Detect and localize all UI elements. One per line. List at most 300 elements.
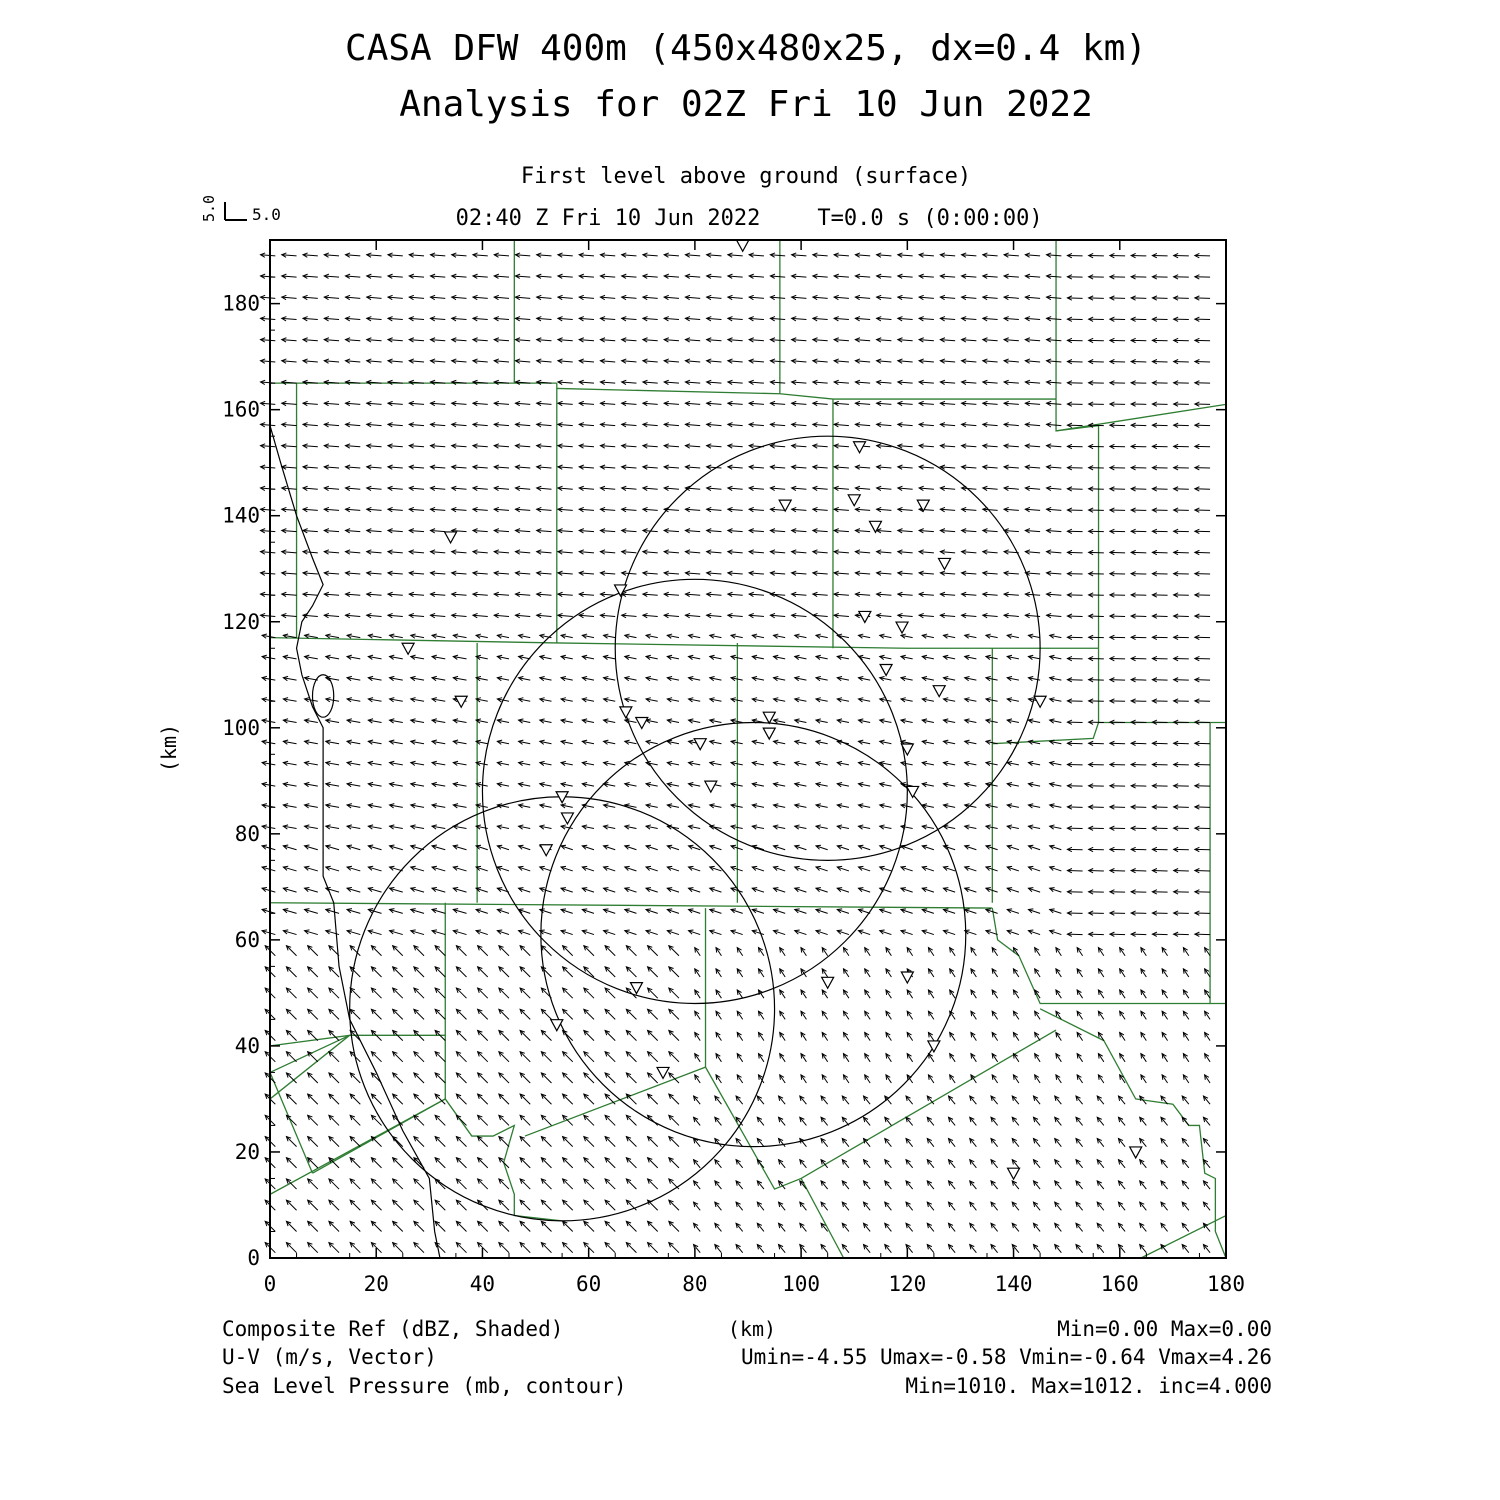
wind-vector bbox=[456, 1179, 466, 1189]
wind-vector bbox=[563, 1243, 573, 1253]
x-tick-label: 60 bbox=[576, 1272, 602, 1296]
wind-vector bbox=[414, 1200, 424, 1210]
x-tick-label: 0 bbox=[263, 1272, 277, 1296]
wind-vector bbox=[350, 1115, 360, 1125]
wind-vector bbox=[435, 946, 445, 956]
wind-vector bbox=[308, 1243, 318, 1253]
wind-vector bbox=[371, 988, 381, 998]
wind-vector bbox=[350, 1094, 360, 1104]
wind-vector bbox=[605, 1073, 615, 1083]
wind-vector bbox=[648, 1094, 658, 1104]
wind-vector bbox=[520, 1052, 530, 1062]
county-line bbox=[270, 638, 1099, 649]
wind-vector bbox=[626, 946, 636, 956]
county-line bbox=[1040, 1009, 1226, 1258]
wind-vector bbox=[541, 1200, 551, 1210]
wind-vector bbox=[478, 1158, 488, 1168]
station-marker bbox=[1034, 696, 1046, 707]
wind-vector bbox=[563, 1052, 573, 1062]
wind-vector bbox=[478, 967, 488, 977]
chart-title-line2: Analysis for 02Z Fri 10 Jun 2022 bbox=[399, 84, 1093, 125]
wind-vector bbox=[584, 1179, 594, 1189]
wind-vector bbox=[435, 1115, 445, 1125]
wind-vector bbox=[520, 1073, 530, 1083]
wind-vector bbox=[626, 1243, 636, 1253]
wind-vector bbox=[329, 1137, 339, 1147]
wind-vector bbox=[308, 1094, 318, 1104]
wind-vector bbox=[626, 1115, 636, 1125]
county-line bbox=[270, 903, 992, 908]
wind-vector bbox=[478, 1221, 488, 1231]
station-marker bbox=[402, 643, 414, 654]
station-marker bbox=[928, 1041, 940, 1052]
wind-vector bbox=[435, 988, 445, 998]
y-axis-label: (km) bbox=[157, 723, 181, 773]
wind-vector bbox=[456, 1052, 466, 1062]
wind-vector bbox=[541, 1030, 551, 1040]
wind-vector bbox=[584, 1221, 594, 1231]
vector-key-v-label: 5.0 bbox=[200, 194, 218, 222]
station-marker bbox=[1008, 1168, 1020, 1179]
wind-vector bbox=[669, 1200, 679, 1210]
wind-vector bbox=[626, 1073, 636, 1083]
county-line bbox=[1056, 399, 1098, 648]
wind-vector bbox=[541, 1073, 551, 1083]
station-marker bbox=[939, 558, 951, 569]
y-tick-label: 180 bbox=[222, 291, 260, 316]
wind-vector bbox=[350, 988, 360, 998]
wind-vector bbox=[626, 1179, 636, 1189]
wind-vector bbox=[456, 1030, 466, 1040]
station-marker bbox=[540, 845, 552, 856]
wind-vector bbox=[329, 1009, 339, 1019]
wind-vector bbox=[563, 1073, 573, 1083]
wind-vector bbox=[584, 946, 594, 956]
wind-vector bbox=[350, 1137, 360, 1147]
station-marker bbox=[901, 972, 913, 983]
wind-vector bbox=[478, 1137, 488, 1147]
wind-vector bbox=[605, 1200, 615, 1210]
wind-vector bbox=[371, 1009, 381, 1019]
wind-vector bbox=[393, 988, 403, 998]
wind-vector bbox=[435, 1200, 445, 1210]
wind-vector bbox=[563, 988, 573, 998]
wind-vector bbox=[499, 1030, 509, 1040]
pressure-contour-closed bbox=[312, 675, 333, 717]
wind-vector bbox=[648, 1179, 658, 1189]
wind-vector bbox=[286, 1137, 296, 1147]
wind-vector bbox=[648, 1052, 658, 1062]
wind-vector bbox=[520, 1030, 530, 1040]
wind-vector bbox=[541, 1094, 551, 1104]
x-tick-label: 120 bbox=[888, 1272, 927, 1296]
wind-vector bbox=[648, 1158, 658, 1168]
wind-vector bbox=[605, 1158, 615, 1168]
wind-vector bbox=[393, 967, 403, 977]
station-marker bbox=[854, 442, 866, 453]
wind-vector bbox=[435, 1137, 445, 1147]
station-marker bbox=[907, 786, 919, 797]
wind-vector bbox=[584, 1137, 594, 1147]
wind-vector bbox=[499, 1158, 509, 1168]
wind-vector bbox=[499, 1221, 509, 1231]
wind-vector bbox=[456, 1137, 466, 1147]
wind-vector bbox=[648, 1030, 658, 1040]
wind-vector bbox=[499, 1115, 509, 1125]
x-tick-label: 20 bbox=[363, 1272, 389, 1296]
county-boundaries bbox=[270, 240, 1226, 1258]
y-tick-label: 20 bbox=[234, 1139, 260, 1164]
wind-vector bbox=[520, 1221, 530, 1231]
wind-vector bbox=[308, 1137, 318, 1147]
wind-vector bbox=[308, 1009, 318, 1019]
wind-vector bbox=[669, 988, 679, 998]
wind-vector bbox=[456, 1221, 466, 1231]
station-marker bbox=[445, 532, 457, 543]
wind-vector bbox=[393, 1158, 403, 1168]
x-tick-label: 180 bbox=[1207, 1272, 1245, 1296]
wind-vector bbox=[478, 1094, 488, 1104]
wind-vector bbox=[456, 1073, 466, 1083]
wind-vector bbox=[648, 967, 658, 977]
wind-vector bbox=[456, 1200, 466, 1210]
wind-vector bbox=[584, 1158, 594, 1168]
county-line bbox=[525, 1067, 706, 1136]
wind-vector bbox=[605, 988, 615, 998]
station-marker bbox=[1130, 1147, 1142, 1158]
wind-vector bbox=[393, 1094, 403, 1104]
wind-vector bbox=[456, 1009, 466, 1019]
wind-vector bbox=[563, 1115, 573, 1125]
wind-vector bbox=[414, 1052, 424, 1062]
wind-vector bbox=[584, 1094, 594, 1104]
y-tick-label: 60 bbox=[234, 927, 260, 952]
wind-vector bbox=[605, 1137, 615, 1147]
wind-vector bbox=[626, 967, 636, 977]
wind-vector bbox=[520, 1137, 530, 1147]
station-marker bbox=[859, 611, 871, 622]
wind-vector bbox=[414, 967, 424, 977]
wind-vector bbox=[605, 1115, 615, 1125]
footer-line1-right: Min=0.00 Max=0.00 bbox=[1057, 1317, 1272, 1341]
wind-vector bbox=[520, 946, 530, 956]
wind-vector bbox=[520, 1115, 530, 1125]
station-marker bbox=[694, 739, 706, 750]
wind-vector bbox=[414, 946, 424, 956]
y-tick-label: 0 bbox=[247, 1246, 260, 1270]
y-tick-label: 80 bbox=[234, 821, 260, 846]
wind-vector bbox=[669, 1243, 679, 1253]
wind-vector bbox=[648, 1073, 658, 1083]
wind-vector bbox=[605, 1094, 615, 1104]
x-axis-tick-labels bbox=[264, 1272, 1245, 1296]
county-line bbox=[270, 1072, 312, 1258]
county-line bbox=[992, 908, 1210, 1003]
wind-vector bbox=[648, 988, 658, 998]
station-marker bbox=[636, 717, 648, 728]
wind-vector bbox=[478, 1179, 488, 1189]
wind-vector bbox=[605, 1221, 615, 1231]
footer-line3-right: Min=1010. Max=1012. inc=4.000 bbox=[905, 1374, 1272, 1398]
wind-vector bbox=[563, 1094, 573, 1104]
chart-title-line1: CASA DFW 400m (450x480x25, dx=0.4 km) bbox=[345, 28, 1147, 69]
wind-vector bbox=[541, 1158, 551, 1168]
footer-line3-left: Sea Level Pressure (mb, contour) bbox=[222, 1374, 627, 1398]
wind-vector bbox=[669, 1115, 679, 1125]
wind-vector bbox=[520, 1200, 530, 1210]
wind-vector bbox=[563, 967, 573, 977]
wind-vector bbox=[435, 1221, 445, 1231]
wind-vector bbox=[669, 1009, 679, 1019]
wind-vector bbox=[308, 1115, 318, 1125]
y-tick-label: 120 bbox=[222, 609, 260, 634]
wind-vector bbox=[584, 1073, 594, 1083]
wind-vector bbox=[308, 1221, 318, 1231]
station-marker bbox=[848, 495, 860, 506]
x-tick-label: 100 bbox=[782, 1272, 821, 1296]
wind-vector bbox=[371, 1200, 381, 1210]
station-marker bbox=[705, 781, 717, 792]
x-tick-label: 160 bbox=[1100, 1272, 1139, 1296]
station-marker bbox=[620, 707, 632, 718]
wind-vector bbox=[669, 1052, 679, 1062]
wind-vector bbox=[393, 946, 403, 956]
wind-vector bbox=[478, 988, 488, 998]
wind-vector bbox=[350, 1221, 360, 1231]
wind-vector bbox=[563, 1009, 573, 1019]
wind-vector bbox=[520, 1009, 530, 1019]
station-marker bbox=[822, 977, 834, 988]
wind-vector bbox=[626, 1009, 636, 1019]
footer-line2-left: U-V (m/s, Vector) bbox=[222, 1345, 437, 1369]
wind-vector bbox=[669, 1030, 679, 1040]
wind-vector bbox=[308, 988, 318, 998]
station-marker bbox=[896, 622, 908, 633]
wind-vector bbox=[414, 988, 424, 998]
station-marker bbox=[763, 728, 775, 739]
wind-vector bbox=[371, 1073, 381, 1083]
wind-vector bbox=[499, 967, 509, 977]
wind-vector bbox=[329, 1200, 339, 1210]
wind-vector bbox=[520, 1094, 530, 1104]
wind-vector bbox=[669, 946, 679, 956]
wind-vector bbox=[456, 1243, 466, 1253]
wind-vector bbox=[520, 1158, 530, 1168]
wind-vector bbox=[626, 1221, 636, 1231]
wind-vector bbox=[626, 1158, 636, 1168]
wind-vector bbox=[329, 1179, 339, 1189]
x-tick-label: 80 bbox=[682, 1272, 708, 1296]
wind-vector bbox=[329, 1115, 339, 1125]
wind-vector bbox=[371, 946, 381, 956]
wind-vector bbox=[371, 1094, 381, 1104]
wind-vector bbox=[648, 1137, 658, 1147]
wind-vector bbox=[456, 1115, 466, 1125]
wind-vector bbox=[308, 946, 318, 956]
wind-vector bbox=[478, 1115, 488, 1125]
wind-vector bbox=[329, 1030, 339, 1040]
wind-vector bbox=[435, 1243, 445, 1253]
station-marker bbox=[763, 712, 775, 723]
wind-vector bbox=[648, 1009, 658, 1019]
wind-vector bbox=[456, 967, 466, 977]
vector-key bbox=[200, 195, 281, 224]
wind-vector bbox=[541, 1137, 551, 1147]
wind-vector bbox=[499, 1137, 509, 1147]
wind-vector bbox=[499, 1052, 509, 1062]
wind-vector bbox=[393, 1009, 403, 1019]
wind-vector bbox=[414, 1179, 424, 1189]
wind-vector bbox=[563, 1200, 573, 1210]
level-label: First level above ground (surface) bbox=[520, 164, 972, 189]
wind-vector bbox=[350, 1009, 360, 1019]
wind-vector bbox=[308, 1030, 318, 1040]
wind-vector bbox=[563, 1137, 573, 1147]
wind-vector bbox=[626, 1137, 636, 1147]
wind-vector bbox=[605, 1243, 615, 1253]
wind-vector bbox=[669, 1221, 679, 1231]
wind-vector bbox=[393, 1221, 403, 1231]
wind-vector bbox=[456, 988, 466, 998]
wind-vector bbox=[648, 1243, 658, 1253]
wind-vector bbox=[541, 1009, 551, 1019]
wind-vector bbox=[393, 1243, 403, 1253]
wind-vector bbox=[286, 988, 296, 998]
wind-vector bbox=[456, 1094, 466, 1104]
wind-vector bbox=[371, 967, 381, 977]
wind-vector bbox=[350, 1179, 360, 1189]
wind-vector bbox=[499, 1179, 509, 1189]
wind-vectors bbox=[260, 253, 1210, 1253]
wind-vector bbox=[414, 1137, 424, 1147]
wind-vector bbox=[563, 1221, 573, 1231]
wind-vector bbox=[435, 1009, 445, 1019]
wind-vector bbox=[520, 1243, 530, 1253]
wind-vector bbox=[478, 1009, 488, 1019]
wind-vector bbox=[371, 1158, 381, 1168]
wind-vector bbox=[435, 967, 445, 977]
wind-vector bbox=[371, 1179, 381, 1189]
wind-vector bbox=[329, 1073, 339, 1083]
wind-vector bbox=[541, 1243, 551, 1253]
wind-vector bbox=[414, 1221, 424, 1231]
wind-vector bbox=[286, 1221, 296, 1231]
wind-vector bbox=[308, 967, 318, 977]
county-line bbox=[1210, 722, 1226, 1003]
wind-vector bbox=[329, 1243, 339, 1253]
wind-vector bbox=[626, 1030, 636, 1040]
wind-vector bbox=[669, 1094, 679, 1104]
wind-vector bbox=[499, 1243, 509, 1253]
wind-vector bbox=[605, 946, 615, 956]
footer-line1-left: Composite Ref (dBZ, Shaded) bbox=[222, 1317, 564, 1341]
x-tick-label: 40 bbox=[469, 1272, 496, 1296]
wind-vector bbox=[371, 1052, 381, 1062]
wind-vector bbox=[669, 967, 679, 977]
wind-vector bbox=[286, 1052, 296, 1062]
wind-vector bbox=[478, 946, 488, 956]
wind-vector bbox=[605, 1179, 615, 1189]
station-marker bbox=[737, 240, 749, 251]
wind-vector bbox=[478, 1030, 488, 1040]
wind-vector bbox=[393, 1200, 403, 1210]
wind-vector bbox=[308, 1179, 318, 1189]
wind-vector bbox=[329, 988, 339, 998]
station-marker bbox=[657, 1067, 669, 1078]
wind-vector bbox=[605, 1030, 615, 1040]
wind-vector bbox=[563, 1158, 573, 1168]
wind-vector bbox=[329, 1094, 339, 1104]
wind-vector bbox=[393, 1052, 403, 1062]
wind-vector bbox=[648, 1221, 658, 1231]
wind-vector bbox=[520, 988, 530, 998]
wind-vector bbox=[584, 1052, 594, 1062]
wind-vector bbox=[669, 1137, 679, 1147]
x-axis-label: (km) bbox=[727, 1317, 777, 1341]
wind-vector bbox=[648, 946, 658, 956]
wind-vector bbox=[563, 946, 573, 956]
county-line bbox=[992, 722, 1098, 743]
y-tick-label: 140 bbox=[222, 503, 260, 528]
vector-key-u-label: 5.0 bbox=[252, 205, 281, 224]
wind-vector bbox=[435, 1073, 445, 1083]
y-axis-tick-labels bbox=[222, 292, 260, 1270]
wind-vector bbox=[414, 1115, 424, 1125]
wind-vector bbox=[350, 1200, 360, 1210]
wind-vector bbox=[286, 946, 296, 956]
x-tick-label: 140 bbox=[994, 1272, 1033, 1296]
county-line bbox=[1099, 648, 1226, 722]
wind-vector bbox=[584, 1030, 594, 1040]
wind-vector bbox=[350, 1073, 360, 1083]
wind-vector bbox=[435, 1052, 445, 1062]
wind-vector bbox=[286, 1009, 296, 1019]
wind-vector bbox=[329, 967, 339, 977]
wind-vector bbox=[626, 1052, 636, 1062]
station-marker bbox=[561, 813, 573, 824]
wind-vector bbox=[286, 1094, 296, 1104]
wind-vector bbox=[329, 1052, 339, 1062]
model-time-label: T=0.0 s (0:00:00) bbox=[817, 206, 1043, 231]
wind-vector bbox=[393, 1073, 403, 1083]
wind-vector bbox=[414, 1009, 424, 1019]
wind-vector bbox=[414, 1243, 424, 1253]
station-marker bbox=[880, 664, 892, 675]
wind-vector bbox=[286, 1243, 296, 1253]
station-marker bbox=[630, 983, 642, 994]
wind-vector bbox=[669, 1158, 679, 1168]
valid-time-label: 02:40 Z Fri 10 Jun 2022 bbox=[455, 206, 761, 231]
wind-vector bbox=[414, 1073, 424, 1083]
wind-vector bbox=[584, 1200, 594, 1210]
wind-vector bbox=[584, 1009, 594, 1019]
radar-range-rings bbox=[350, 436, 1040, 1221]
wind-vector bbox=[350, 1243, 360, 1253]
wind-vector bbox=[541, 1221, 551, 1231]
wind-vector bbox=[499, 946, 509, 956]
wind-vector bbox=[520, 1179, 530, 1189]
station-marker bbox=[779, 500, 791, 511]
wind-vector bbox=[605, 1009, 615, 1019]
wind-vector bbox=[499, 1094, 509, 1104]
footer-line2-right: Umin=-4.55 Umax=-0.58 Vmin=-0.64 Vmax=4.26 bbox=[740, 1345, 1272, 1369]
wind-vector bbox=[393, 1179, 403, 1189]
y-tick-label: 100 bbox=[222, 715, 260, 740]
county-line bbox=[1141, 1216, 1226, 1258]
radar-range-ring bbox=[541, 722, 966, 1146]
wind-vector bbox=[605, 967, 615, 977]
wind-vector bbox=[541, 967, 551, 977]
